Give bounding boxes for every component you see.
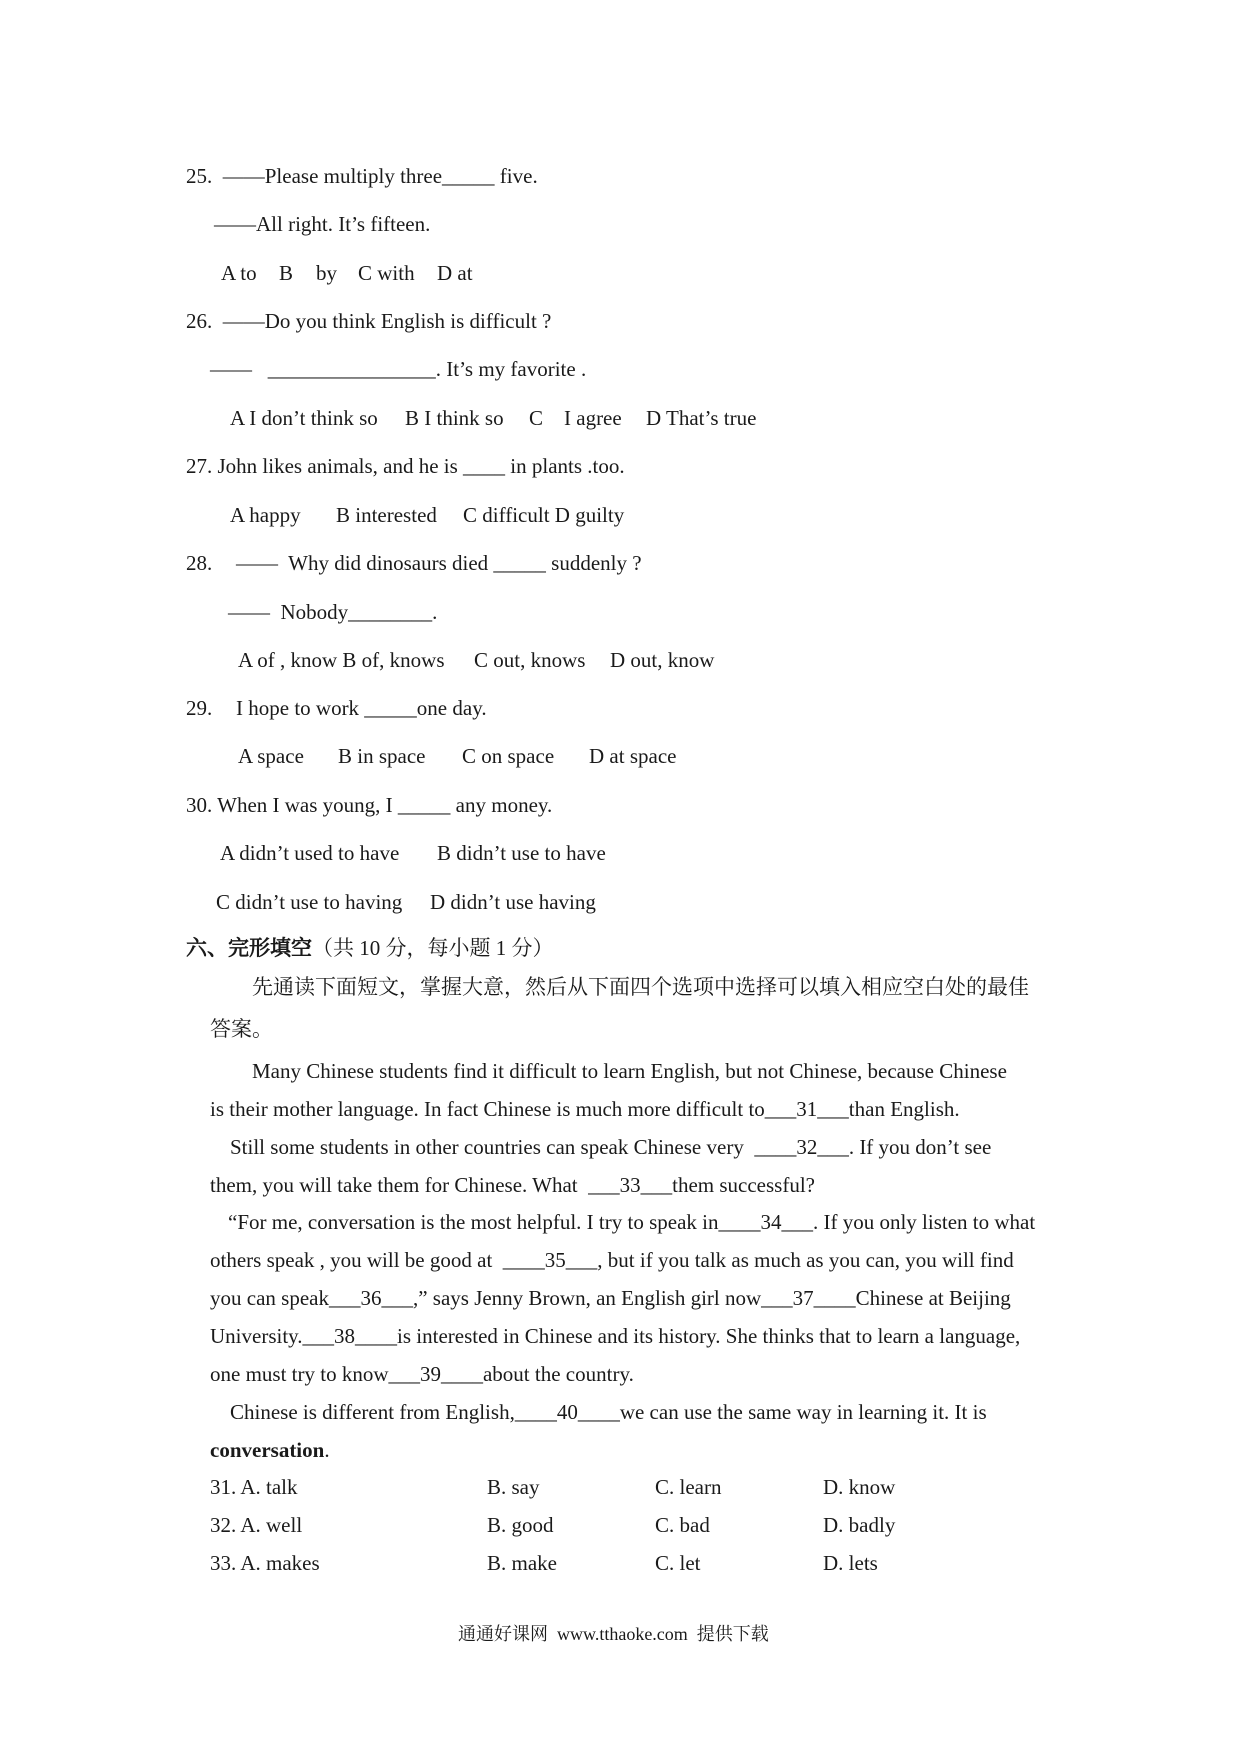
question-26-option-d: D That’s true <box>646 406 757 430</box>
section-score-note: （共 10 分，每小题 1 分） <box>312 936 554 960</box>
answer-31-b: B. say <box>487 1475 540 1499</box>
answer-33-c: C. let <box>655 1551 701 1575</box>
question-28-reply: —— Nobody________. <box>228 600 438 624</box>
answer-33-d: D. lets <box>823 1551 878 1575</box>
question-25-stem: 25. ——Please multiply three_____ five. <box>186 164 538 188</box>
question-27-option-cd: C difficult D guilty <box>463 503 625 527</box>
question-28-number: 28. <box>186 551 213 575</box>
answer-32-c: C. bad <box>655 1513 710 1537</box>
question-26-option-b: B I think so <box>405 406 504 430</box>
question-28-option-d: D out, know <box>610 648 715 672</box>
section-instruction-end: 答案。 <box>210 1017 273 1041</box>
passage-line: “For me, conversation is the most helpful. I try to speak in____34___. If you only listen to what <box>228 1210 1036 1234</box>
question-26-reply: —— ________________. It’s my favorite . <box>210 357 587 381</box>
question-30-option-c: C didn’t use to having <box>216 890 403 914</box>
question-25-option-a: A to <box>221 261 257 285</box>
question-30-option-a: A didn’t used to have <box>220 841 400 865</box>
section-instruction: 先通读下面短文，掌握大意，然后从下面四个选项中选择可以填入相应空白处的最佳 <box>252 975 1029 999</box>
answer-32-b: B. good <box>487 1513 554 1537</box>
answer-31-c: C. learn <box>655 1475 722 1499</box>
question-28-option-c: C out, knows <box>474 648 586 672</box>
passage-line: is their mother language. In fact Chinese is much more difficult to___31___than English. <box>210 1097 960 1121</box>
question-27-option-a: A happy <box>230 503 301 527</box>
passage-line: Many Chinese students find it difficult to learn English, but not Chinese, because Chinese <box>252 1059 1007 1083</box>
answer-33-a: 33. A. makes <box>210 1551 320 1575</box>
question-30-stem: 30. When I was young, I _____ any money. <box>186 793 553 817</box>
answer-33-b: B. make <box>487 1551 557 1575</box>
question-30-option-d: D didn’t use having <box>430 890 596 914</box>
question-26-option-c: C <box>529 406 544 430</box>
passage-line: University.___38____is interested in Chinese and its history. She thinks that to learn a language, <box>210 1324 1021 1348</box>
question-29-stem: I hope to work _____one day. <box>236 696 487 720</box>
answer-31-a: 31. A. talk <box>210 1475 298 1499</box>
question-30-option-b: B didn’t use to have <box>437 841 606 865</box>
passage-line: them, you will take them for Chinese. What ___33___them successful? <box>210 1173 815 1197</box>
question-29-option-d: D at space <box>589 744 677 768</box>
passage-line: you can speak___36___,” says Jenny Brown, an English girl now___37____Chinese at Beijing <box>210 1286 1011 1310</box>
question-25-reply: ——All right. It’s fifteen. <box>214 212 431 236</box>
question-29-option-a: A space <box>238 744 304 768</box>
question-26-stem: 26. ——Do you think English is difficult ? <box>186 309 552 333</box>
passage-line: Chinese is different from English,____40____we can use the same way in learning it. It is <box>230 1400 987 1424</box>
question-29-number: 29. <box>186 696 213 720</box>
passage-keyword: conversation <box>210 1438 325 1462</box>
question-25-option-b: B <box>279 261 294 285</box>
question-29-option-b: B in space <box>338 744 426 768</box>
question-29-option-c: C on space <box>462 744 555 768</box>
answer-31-d: D. know <box>823 1475 896 1499</box>
passage-line: Still some students in other countries can speak Chinese very ____32___. If you don’t see <box>230 1135 992 1159</box>
question-25-option-c: C with <box>358 261 415 285</box>
question-28-option-ab: A of , know B of, knows <box>238 648 445 672</box>
question-27-option-b: B interested <box>336 503 437 527</box>
passage-line: one must try to know___39____about the country. <box>210 1362 634 1386</box>
answer-32-d: D. badly <box>823 1513 896 1537</box>
passage-line: others speak , you will be good at ____35___, but if you talk as much as you can, you will find <box>210 1248 1014 1272</box>
answer-32-a: 32. A. well <box>210 1513 303 1537</box>
section-title: 六、完形填空 <box>186 936 312 960</box>
question-28-stem: —— Why did dinosaurs died _____ suddenly ? <box>236 551 642 575</box>
section-heading <box>186 938 554 959</box>
question-26-option-a: A I don’t think so <box>230 406 378 430</box>
passage-final-punct: . <box>324 1438 330 1462</box>
passage-final-line <box>210 1440 330 1461</box>
question-25-option-b-text: by <box>316 261 337 285</box>
question-25-option-d: D at <box>437 261 473 285</box>
page-footer: 通通好课网 www.tthaoke.com 提供下载 <box>458 1624 769 1644</box>
question-26-option-c-text: I agree <box>564 406 622 430</box>
question-27-stem: 27. John likes animals, and he is ____ in plants .too. <box>186 454 625 478</box>
